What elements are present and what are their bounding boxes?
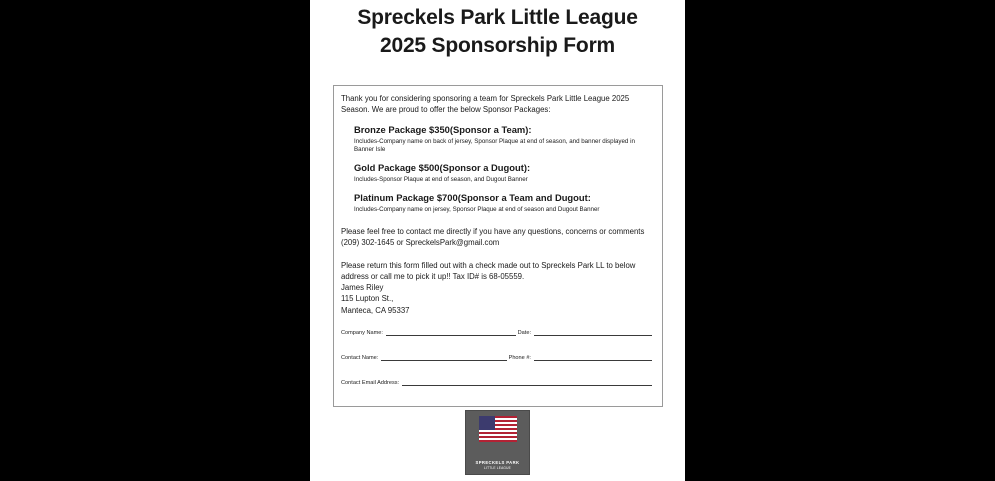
intro-paragraph: Thank you for considering sponsoring a team for Spreckels Park Little League 2025 Season. We are proud to offer the below Sponsor Packages: — [341, 94, 630, 115]
mailing-address — [341, 282, 654, 316]
contact-email-label: Contact Email Address: — [341, 380, 400, 387]
contact-name-label: Contact Name: — [341, 355, 379, 362]
title-line-2: 2025 Sponsorship Form — [379, 33, 616, 57]
contact-paragraph: Please feel free to contact me directly if you have any questions, concerns or comments (209) 302-1645 or SpreckelsPark@gmail.com — [341, 226, 645, 248]
flag-icon — [479, 416, 517, 442]
package-platinum — [354, 192, 654, 215]
date-label: Date: — [517, 330, 531, 337]
title-line-1: Spreckels Park Little League — [357, 6, 638, 29]
return-paragraph: Please return this form filled out with a check made out to Spreckels Park LL to below address or call me to pick it up!! Tax ID# is 68-05559. — [341, 260, 636, 281]
contact-name-input[interactable] — [381, 354, 506, 361]
package-gold-description: Includes-Sponsor Plaque at end of season, and Dugout Banner — [354, 176, 528, 184]
contact-name-row — [341, 354, 654, 361]
package-bronze-description: Includes-Company name on back of jersey, Sponsor Plaque at end of season, and banner displayed in Banner Isle — [354, 137, 635, 154]
document-page — [310, 0, 685, 481]
package-platinum-title: Platinum Package $700(Sponsor a Team and Dugout: — [354, 192, 591, 204]
logo-subtitle: LITTLE LEAGUE — [484, 465, 511, 470]
package-gold — [354, 162, 654, 185]
address-line-3: Manteca, CA 95337 — [341, 305, 410, 315]
package-gold-title: Gold Package $500(Sponsor a Dugout): — [354, 162, 531, 174]
company-name-input[interactable] — [386, 329, 516, 336]
phone-input[interactable] — [534, 354, 652, 361]
document-title — [310, 0, 685, 59]
address-line-1: James Riley — [341, 283, 384, 293]
company-name-label: Company Name: — [341, 330, 383, 337]
league-logo — [465, 410, 530, 475]
address-line-2: 115 Lupton St., — [341, 294, 394, 304]
logo-text — [476, 460, 520, 470]
package-platinum-description: Includes-Company name on jersey, Sponsor Plaque at end of season and Dugout Banner — [354, 206, 600, 214]
form-fields — [341, 329, 654, 386]
date-input[interactable] — [534, 329, 652, 336]
package-bronze — [354, 124, 654, 156]
sponsorship-form-box — [333, 85, 663, 407]
contact-email-row — [341, 379, 654, 386]
logo-name: SPRECKELS PARK — [475, 460, 520, 465]
phone-label: Phone #: — [508, 355, 531, 362]
contact-email-input[interactable] — [402, 379, 652, 386]
company-name-row — [341, 329, 654, 336]
package-bronze-title: Bronze Package $350(Sponsor a Team): — [354, 123, 532, 135]
